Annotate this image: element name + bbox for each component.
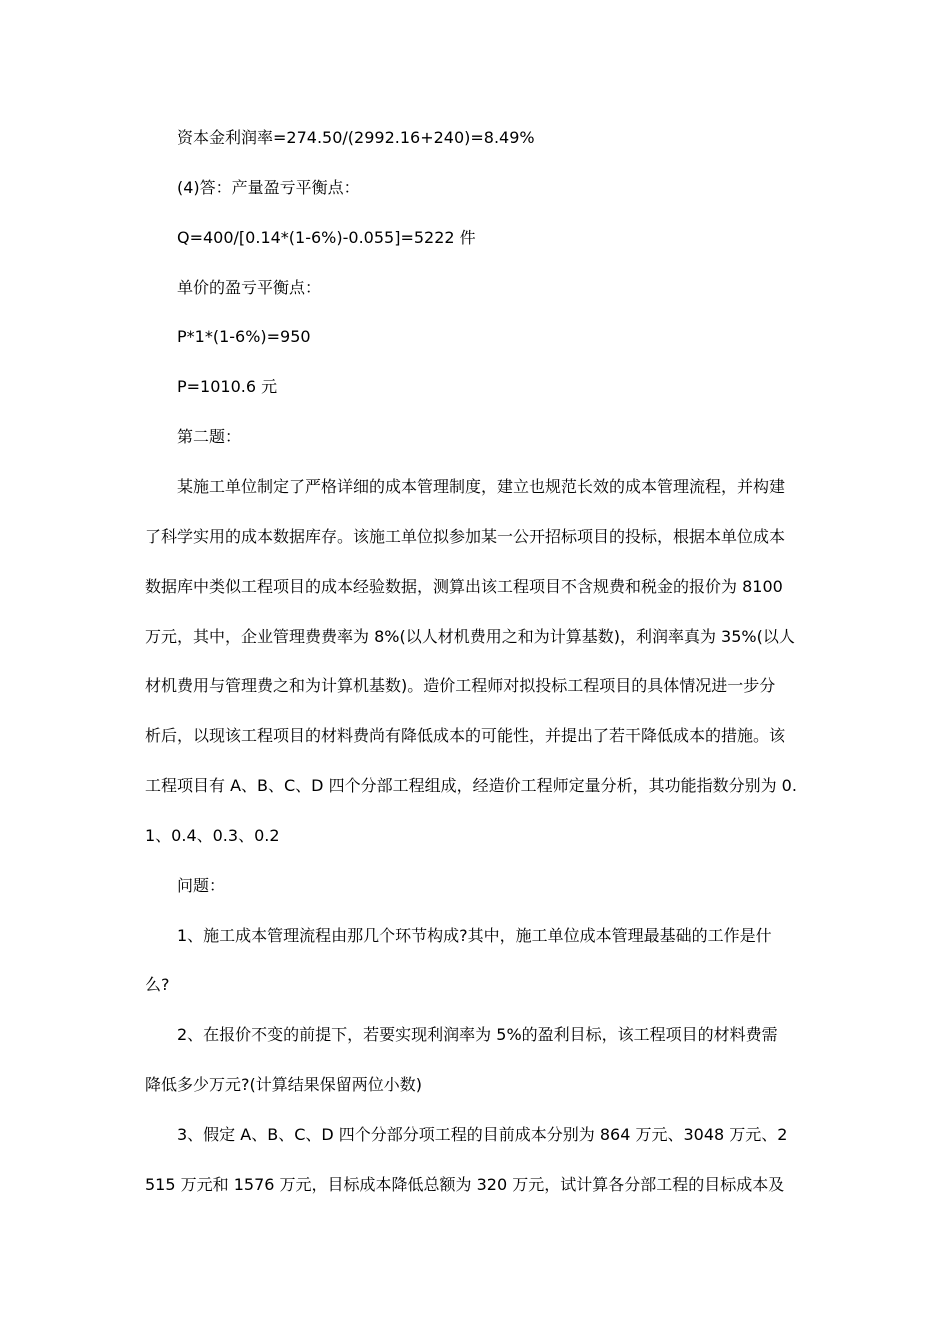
paragraph-line: 1、0.4、0.3、0.2 (145, 826, 280, 845)
question-1-line: 1、施工成本管理流程由那几个环节构成?其中，施工单位成本管理最基础的工作是什 (177, 926, 772, 945)
question-3-line: 515 万元和 1576 万元，目标成本降低总额为 320 万元，试计算各分部工程的目标成本及 (145, 1175, 785, 1194)
question-2-line: 2、在报价不变的前提下，若要实现利润率为 5%的盈利目标，该工程项目的材料费需 (177, 1025, 778, 1044)
text-line-question-two-heading: 第二题： (177, 427, 242, 446)
text-line-capital-profit-rate: 资本金利润率=274.50/(2992.16+240)=8.49% (177, 128, 535, 147)
text-line-questions-heading: 问题： (177, 876, 226, 895)
paragraph-line: 工程项目有 A、B、C、D 四个分部工程组成，经造价工程师定量分析，其功能指数分别为 0. (145, 776, 797, 795)
text-line-q-formula: Q=400/[0.14*(1-6%)-0.055]=5222 件 (177, 228, 476, 247)
paragraph-line: 某施工单位制定了严格详细的成本管理制度，建立也规范长效的成本管理流程，并构建 (177, 477, 786, 496)
question-3-line: 3、假定 A、B、C、D 四个分部分项工程的目前成本分别为 864 万元、3048 万元、2 (177, 1125, 788, 1144)
paragraph-line: 材机费用与管理费之和为计算机基数)。造价工程师对拟投标工程项目的具体情况进一步分 (145, 676, 776, 695)
text-line-unit-price-breakeven: 单价的盈亏平衡点： (177, 278, 322, 297)
text-line-answer-4: (4)答：产量盈亏平衡点： (177, 178, 360, 197)
text-line-p-equation: P*1*(1-6%)=950 (177, 327, 311, 346)
paragraph-line: 了科学实用的成本数据库存。该施工单位拟参加某一公开招标项目的投标，根据本单位成本 (145, 527, 786, 546)
paragraph-line: 万元，其中，企业管理费费率为 8%(以人材机费用之和为计算基数)，利润率真为 35%(以人 (145, 627, 795, 646)
paragraph-line: 数据库中类似工程项目的成本经验数据，测算出该工程项目不含规费和税金的报价为 8100 (145, 577, 783, 596)
question-1-line: 么? (145, 975, 170, 994)
question-2-line: 降低多少万元?(计算结果保留两位小数) (145, 1075, 422, 1094)
text-line-p-result: P=1010.6 元 (177, 377, 278, 396)
paragraph-line: 析后，以现该工程项目的材料费尚有降低成本的可能性，并提出了若干降低成本的措施。该 (145, 726, 786, 745)
